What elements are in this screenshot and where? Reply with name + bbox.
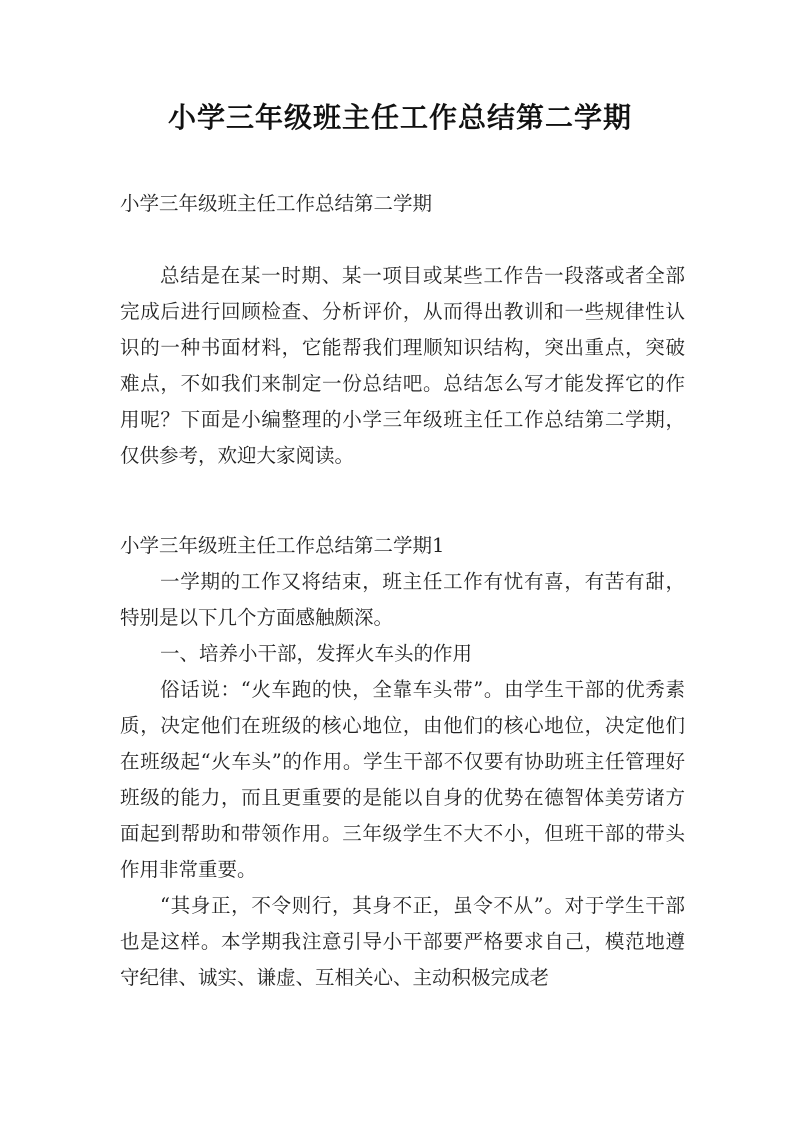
body-paragraph: 一学期的工作又将结束，班主任工作有忧有喜，有苦有甜，特别是以下几个方面感触颇深。 — [120, 570, 685, 629]
subsection-heading: 一、培养小干部，发挥火车头的作用 — [160, 642, 473, 665]
document-title: 小学三年级班主任工作总结第二学期 — [167, 101, 632, 134]
intro-paragraph: 总结是在某一时期、某一项目或某些工作告一段落或者全部完成后进行回顾检查、分析评价，从而得出教训和一些规律性认识的一种书面材料，它能帮我们理顺知识结构，突出重点，突破难点，不如我们来制定一份总结吧。总结怎么写才能发挥它的作用呢？下面是小编整理的小学三年级班主任工作总结第二学期，仅供参考，欢迎大家阅读。 — [120, 264, 685, 467]
document-subtitle: 小学三年级班主任工作总结第二学期 — [120, 192, 433, 215]
section-heading: 小学三年级班主任工作总结第二学期1 — [120, 534, 445, 557]
body-paragraph: “其身正，不令则行，其身不正，虽令不从”。对于学生干部也是这样。本学期我注意引导小干部要严格要求自己，模范地遵守纪律、诚实、谦虚、互相关心、主动积极完成老 — [120, 894, 685, 989]
section-body — [120, 564, 685, 996]
body-paragraph: 俗话说：“火车跑的快，全靠车头带”。由学生干部的优秀素质，决定他们在班级的核心地位，由他们的核心地位，决定他们在班级起“火车头”的作用。学生干部不仅要有协助班主任管理好班级的能力，而且更重要的是能以自身的优势在德智体美劳诸方面起到帮助和带领作用。三年级学生不大不小，但班干部的带头作用非常重要。 — [120, 678, 685, 881]
